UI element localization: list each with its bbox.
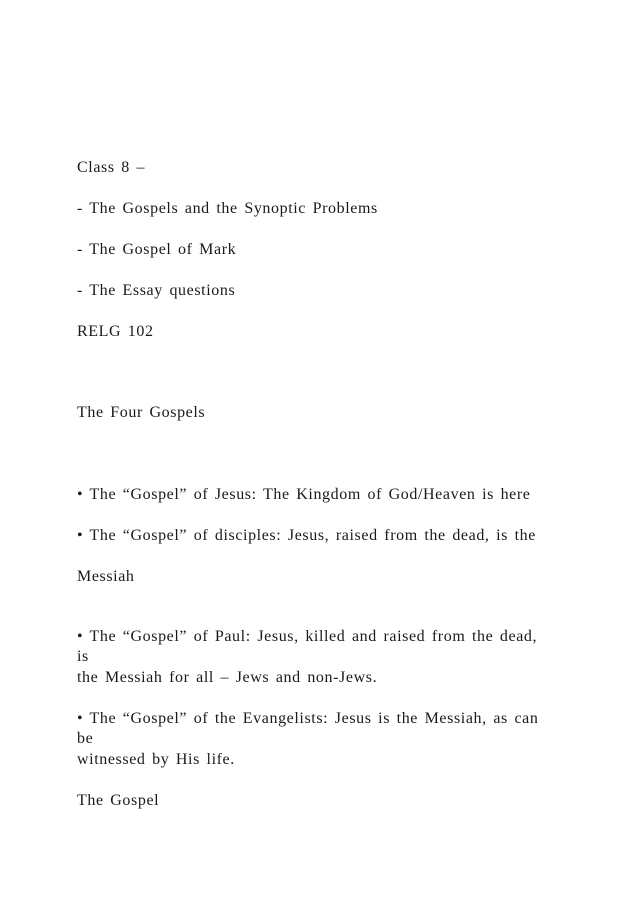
section-heading: The Four Gospels (77, 404, 206, 421)
bullet-disciples-continued: Messiah (77, 568, 135, 585)
bullet-paul-continued-2: the Messiah for all – Jews and non-Jews. (77, 669, 378, 686)
closing-heading: The Gospel (77, 792, 160, 809)
bullet-evangelists-continued-2: witnessed by His life. (77, 751, 235, 768)
bullet-evangelists-continued-1: be (77, 730, 94, 747)
topic-line-essay: - The Essay questions (77, 282, 236, 299)
bullet-disciples: • The “Gospel” of disciples: Jesus, raised from the dead, is the (77, 527, 536, 544)
bullet-paul-continued-1: is (77, 648, 89, 665)
bullet-paul: • The “Gospel” of Paul: Jesus, killed and raised from the dead, (77, 628, 538, 645)
topic-line-mark: - The Gospel of Mark (77, 241, 237, 258)
topic-line-synoptic: - The Gospels and the Synoptic Problems (77, 200, 378, 217)
course-code: RELG 102 (77, 323, 154, 340)
class-heading: Class 8 – (77, 159, 146, 176)
bullet-evangelists: • The “Gospel” of the Evangelists: Jesus is the Messiah, as can (77, 710, 539, 727)
bullet-jesus: • The “Gospel” of Jesus: The Kingdom of God/Heaven is here (77, 486, 531, 503)
